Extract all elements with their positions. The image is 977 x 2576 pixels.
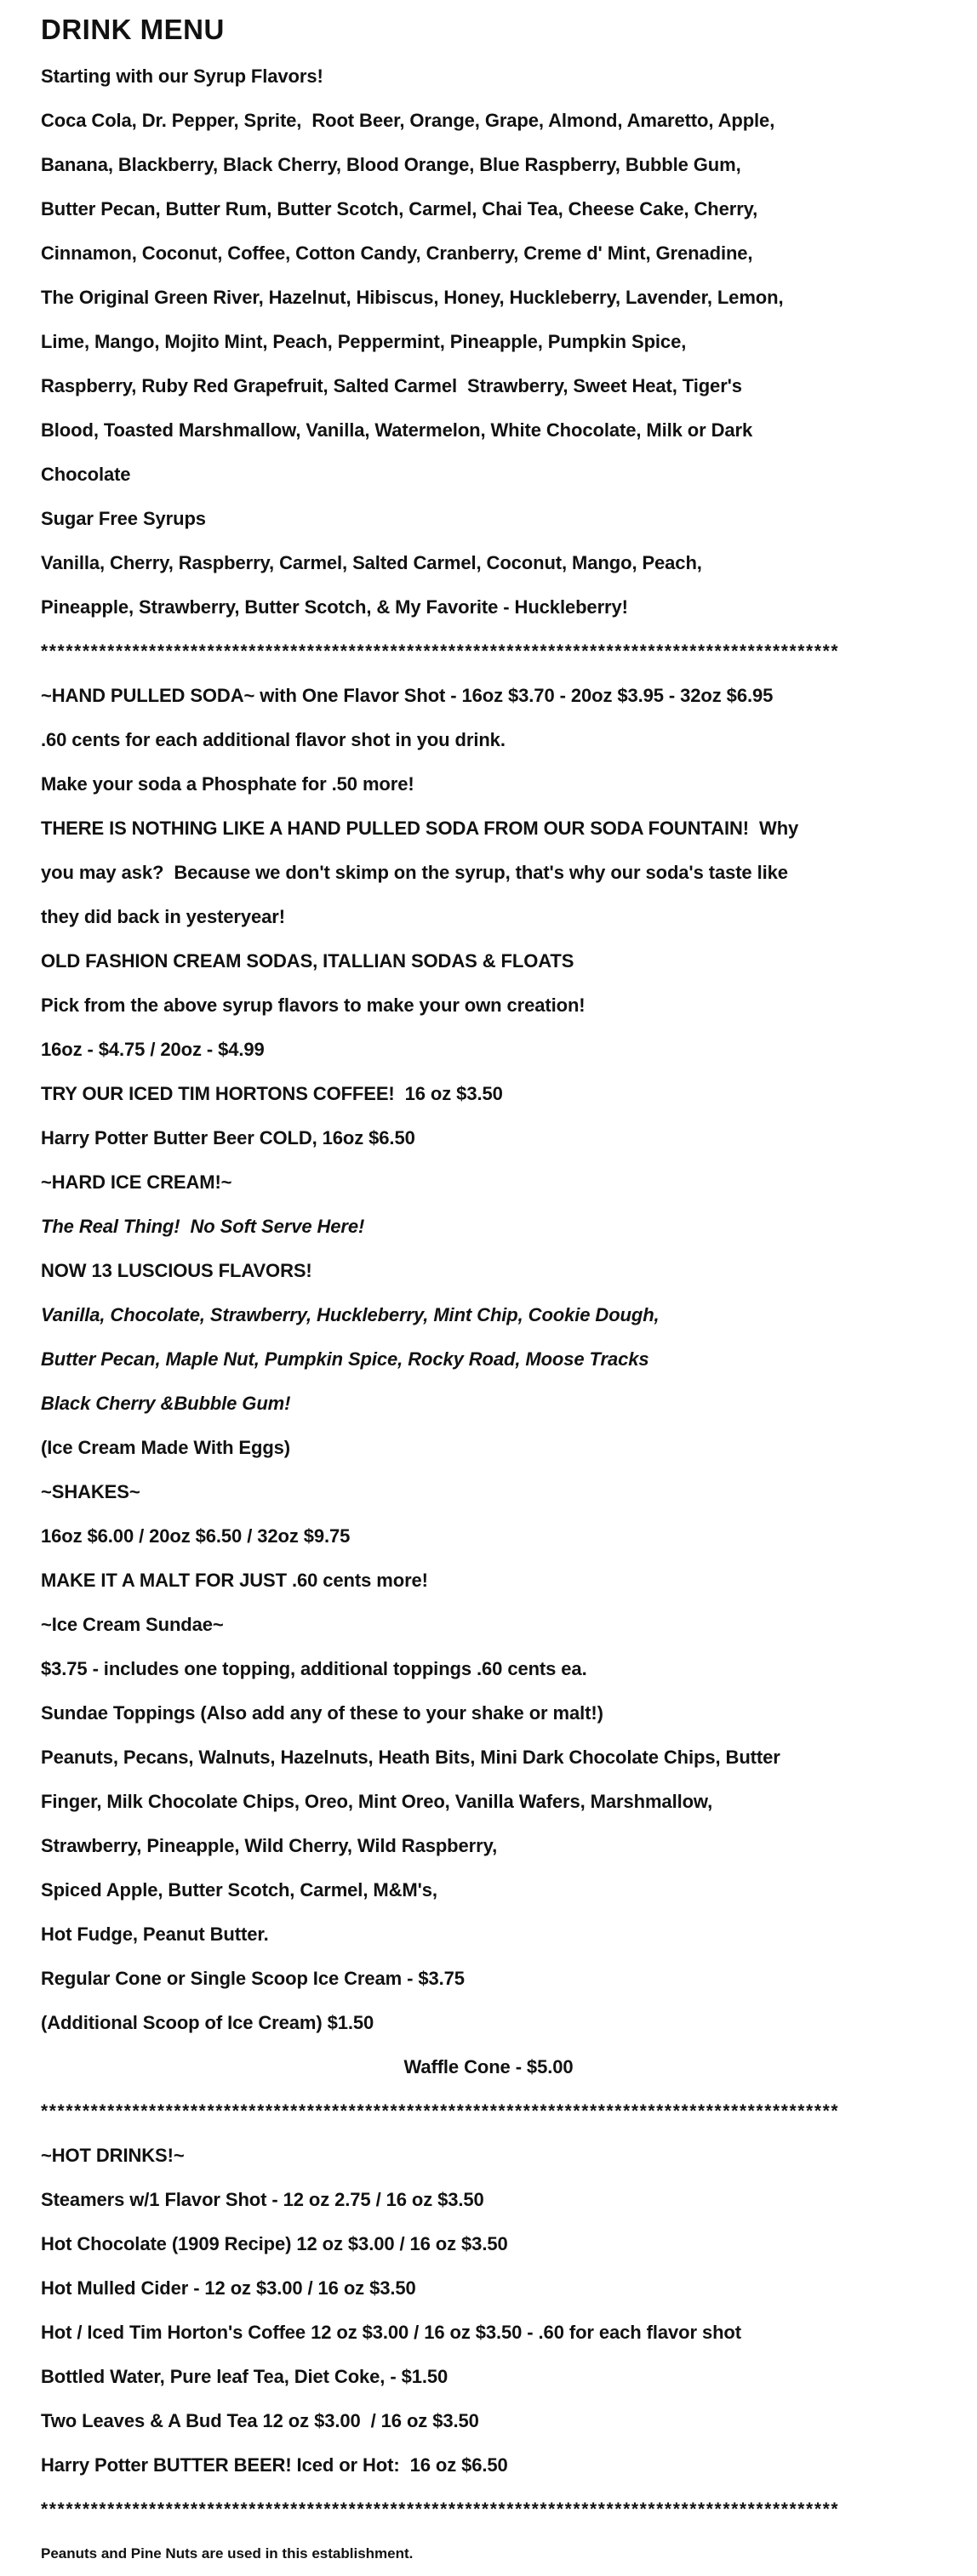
- menu-line: OLD FASHION CREAM SODAS, ITALLIAN SODAS & FLOATS: [41, 950, 574, 972]
- menu-line: Spiced Apple, Butter Scotch, Carmel, M&M's,: [41, 1879, 437, 1901]
- menu-line: NOW 13 LUSCIOUS FLAVORS!: [41, 1260, 312, 1281]
- menu-line: ~SHAKES~: [41, 1481, 140, 1502]
- menu-line: The Original Green River, Hazelnut, Hibiscus, Honey, Huckleberry, Lavender, Lemon,: [41, 287, 784, 308]
- divider-stars: ************************************************************************************************: [41, 2499, 840, 2519]
- menu-line: The Real Thing! No Soft Serve Here!: [41, 1216, 365, 1237]
- menu-line: 16oz $6.00 / 20oz $6.50 / 32oz $9.75: [41, 1525, 351, 1547]
- menu-line: ~HOT DRINKS!~: [41, 2145, 185, 2166]
- menu-line: Bottled Water, Pure leaf Tea, Diet Coke, - $1.50: [41, 2366, 449, 2387]
- menu-line: Vanilla, Cherry, Raspberry, Carmel, Salted Carmel, Coconut, Mango, Peach,: [41, 552, 702, 573]
- menu-line: Harry Potter BUTTER BEER! Iced or Hot: 16 oz $6.50: [41, 2454, 508, 2476]
- menu-line: 16oz - $4.75 / 20oz - $4.99: [41, 1039, 265, 1060]
- menu-line: (Ice Cream Made With Eggs): [41, 1437, 291, 1458]
- menu-line: Blood, Toasted Marshmallow, Vanilla, Watermelon, White Chocolate, Milk or Dark: [41, 419, 753, 441]
- menu-line: Black Cherry &Bubble Gum!: [41, 1393, 291, 1414]
- menu-line: Pineapple, Strawberry, Butter Scotch, & My Favorite - Huckleberry!: [41, 596, 628, 618]
- menu-line: Butter Pecan, Maple Nut, Pumpkin Spice, Rocky Road, Moose Tracks: [41, 1348, 649, 1370]
- menu-line: Peanuts and Pine Nuts are used in this establishment.: [41, 2545, 414, 2562]
- menu-line: Finger, Milk Chocolate Chips, Oreo, Mint Oreo, Vanilla Wafers, Marshmallow,: [41, 1791, 713, 1812]
- menu-line: Two Leaves & A Bud Tea 12 oz $3.00 / 16 oz $3.50: [41, 2410, 479, 2431]
- menu-line: ~Ice Cream Sundae~: [41, 1614, 224, 1635]
- menu-line: Regular Cone or Single Scoop Ice Cream - $3.75: [41, 1968, 465, 1989]
- menu-line: Coca Cola, Dr. Pepper, Sprite, Root Beer, Orange, Grape, Almond, Amaretto, Apple,: [41, 110, 775, 131]
- menu-line: (Additional Scoop of Ice Cream) $1.50: [41, 2012, 374, 2033]
- menu-line: Waffle Cone - $5.00: [403, 2056, 574, 2077]
- menu-line: Peanuts, Pecans, Walnuts, Hazelnuts, Heath Bits, Mini Dark Chocolate Chips, Butter: [41, 1747, 780, 1768]
- menu-line: Hot Fudge, Peanut Butter.: [41, 1923, 269, 1945]
- menu-line: $3.75 - includes one topping, additional toppings .60 cents ea.: [41, 1658, 587, 1679]
- menu-line: Starting with our Syrup Flavors!: [41, 66, 323, 87]
- menu-line: Sugar Free Syrups: [41, 508, 206, 529]
- menu-line: Chocolate: [41, 464, 131, 485]
- menu-line: Hot / Iced Tim Horton's Coffee 12 oz $3.00 / 16 oz $3.50 - .60 for each flavor shot: [41, 2322, 741, 2343]
- menu-line: Strawberry, Pineapple, Wild Cherry, Wild Raspberry,: [41, 1835, 498, 1856]
- menu-line: ~HAND PULLED SODA~ with One Flavor Shot - 16oz $3.70 - 20oz $3.95 - 32oz $6.95: [41, 685, 774, 706]
- menu-line: they did back in yesteryear!: [41, 906, 285, 927]
- menu-line: ~HARD ICE CREAM!~: [41, 1171, 232, 1193]
- menu-line: Hot Mulled Cider - 12 oz $3.00 / 16 oz $3.50: [41, 2277, 416, 2299]
- menu-line: Lime, Mango, Mojito Mint, Peach, Peppermint, Pineapple, Pumpkin Spice,: [41, 331, 687, 352]
- menu-line: Hot Chocolate (1909 Recipe) 12 oz $3.00 / 16 oz $3.50: [41, 2233, 508, 2254]
- menu-line: THERE IS NOTHING LIKE A HAND PULLED SODA FROM OUR SODA FOUNTAIN! Why: [41, 818, 799, 839]
- menu-line: Pick from the above syrup flavors to make your own creation!: [41, 994, 586, 1016]
- divider-stars: ************************************************************************************************: [41, 641, 840, 661]
- page-title: DRINK MENU: [41, 14, 225, 45]
- menu-line: Raspberry, Ruby Red Grapefruit, Salted Carmel Strawberry, Sweet Heat, Tiger's: [41, 375, 742, 396]
- menu-line: Make your soda a Phosphate for .50 more!: [41, 773, 414, 795]
- menu-line: Cinnamon, Coconut, Coffee, Cotton Candy, Cranberry, Creme d' Mint, Grenadine,: [41, 242, 753, 264]
- divider-stars: ************************************************************************************************: [41, 2101, 840, 2121]
- menu-line: Steamers w/1 Flavor Shot - 12 oz 2.75 / 16 oz $3.50: [41, 2189, 484, 2210]
- menu-lines: [41, 54, 936, 2576]
- menu-line: Butter Pecan, Butter Rum, Butter Scotch, Carmel, Chai Tea, Cheese Cake, Cherry,: [41, 198, 758, 219]
- menu-line: Vanilla, Chocolate, Strawberry, Huckleberry, Mint Chip, Cookie Dough,: [41, 1304, 660, 1325]
- menu-line: you may ask? Because we don't skimp on the syrup, that's why our soda's taste like: [41, 862, 788, 883]
- menu-line: Sundae Toppings (Also add any of these to your shake or malt!): [41, 1702, 603, 1724]
- menu-line: .60 cents for each additional flavor shot in you drink.: [41, 729, 506, 750]
- menu-line: Banana, Blackberry, Black Cherry, Blood Orange, Blue Raspberry, Bubble Gum,: [41, 154, 741, 175]
- menu-line: Harry Potter Butter Beer COLD, 16oz $6.50: [41, 1127, 415, 1148]
- menu-line: TRY OUR ICED TIM HORTONS COFFEE! 16 oz $3.50: [41, 1083, 503, 1104]
- menu-line: MAKE IT A MALT FOR JUST .60 cents more!: [41, 1570, 428, 1591]
